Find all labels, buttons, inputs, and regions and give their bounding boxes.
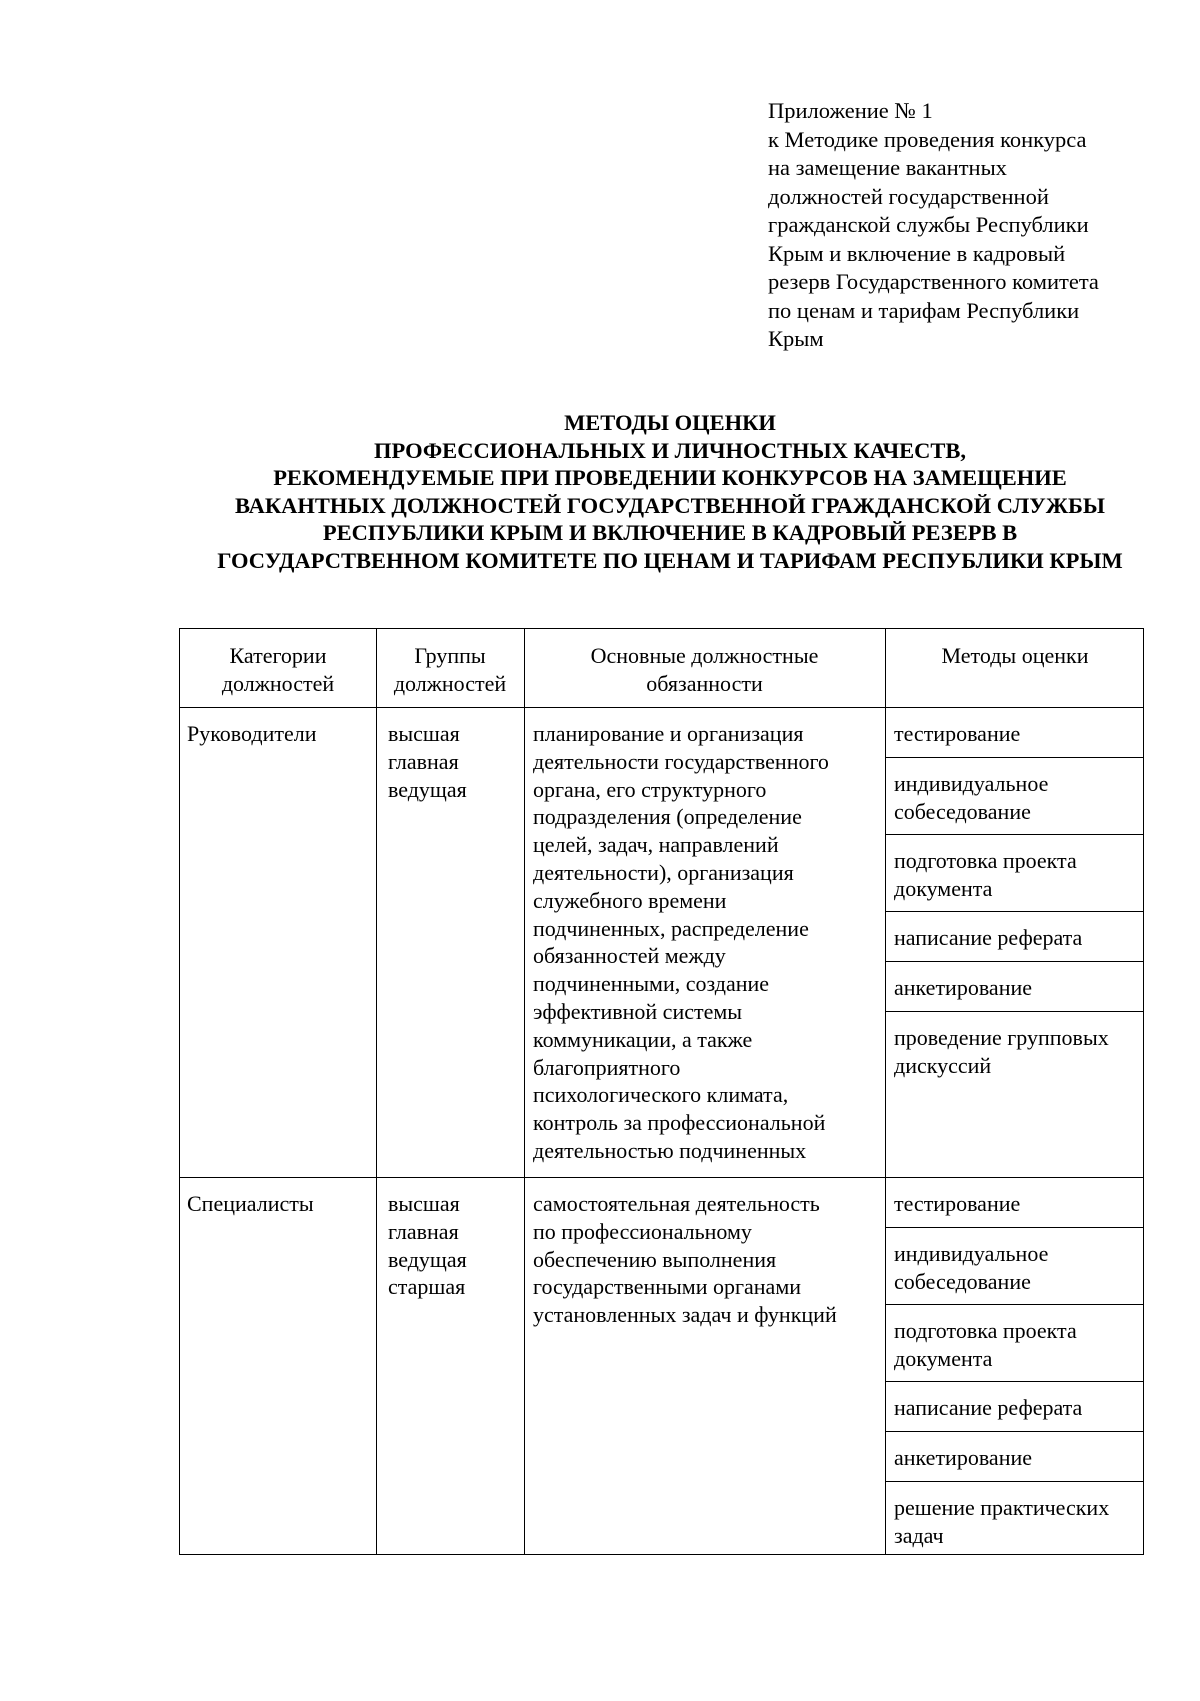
method-cell: тестирование [894, 721, 1021, 746]
appendix-line: к Методике проведения конкурса [768, 126, 1087, 152]
method-cell: подготовка проекта документа [894, 1318, 1077, 1371]
appendix-line: гражданской службы Республики [768, 212, 1089, 237]
method-divider [885, 757, 1143, 758]
header-divider [180, 707, 1143, 708]
document-title [0, 409, 1200, 574]
groups-cell: высшая главная ведущая [388, 721, 467, 802]
header-groups: Группы должностей [393, 643, 507, 696]
title-line: РЕКОМЕНДУЕМЫЕ ПРИ ПРОВЕДЕНИИ КОНКУРСОВ НА ЗАМЕЩЕНИЕ [273, 465, 1067, 490]
method-divider [885, 1381, 1143, 1382]
title-line: ВАКАНТНЫХ ДОЛЖНОСТЕЙ ГОСУДАРСТВЕННОЙ ГРАЖДАНСКОЙ СЛУЖБЫ [234, 492, 1105, 518]
method-divider [885, 1481, 1143, 1482]
method-cell: тестирование [894, 1191, 1021, 1216]
method-cell: индивидуальное собеседование [894, 771, 1049, 824]
method-divider [885, 1304, 1143, 1305]
method-divider [885, 834, 1143, 835]
method-divider [885, 911, 1143, 912]
title-line: ПРОФЕССИОНАЛЬНЫХ И ЛИЧНОСТНЫХ КАЧЕСТВ, [373, 437, 967, 463]
appendix-line: Крым [768, 326, 824, 351]
column-divider [885, 629, 886, 1554]
appendix-line: Приложение № 1 [768, 98, 933, 123]
column-divider [524, 629, 525, 1554]
appendix-line: резерв Государственного комитета [768, 269, 1099, 294]
method-cell: написание реферата [894, 925, 1083, 950]
appendix-note [768, 97, 1168, 354]
method-cell: решение практических задач [894, 1495, 1110, 1548]
appendix-line: на замещение вакантных [768, 155, 1007, 180]
title-line: МЕТОДЫ ОЦЕНКИ [564, 410, 776, 435]
category-cell: Специалисты [187, 1191, 314, 1216]
category-cell: Руководители [187, 721, 317, 746]
method-cell: подготовка проекта документа [894, 848, 1077, 901]
appendix-line: по ценам и тарифам Республики [768, 297, 1080, 323]
column-divider [376, 629, 377, 1554]
method-cell: проведение групповых дискуссий [894, 1025, 1109, 1078]
method-divider [885, 961, 1143, 962]
groups-cell: высшая главная ведущая старшая [388, 1191, 467, 1300]
method-cell: анкетирование [894, 1445, 1033, 1470]
method-divider [885, 1011, 1143, 1012]
method-divider [885, 1227, 1143, 1228]
header-duties: Основные должностные обязанности [590, 643, 819, 696]
title-line: РЕСПУБЛИКИ КРЫМ И ВКЛЮЧЕНИЕ В КАДРОВЫЙ РЕЗЕРВ В [322, 520, 1018, 545]
header-methods: Методы оценки [941, 643, 1089, 668]
header-category: Категории должностей [221, 643, 335, 696]
methods-table [179, 628, 1144, 1555]
title-line: ГОСУДАРСТВЕННОМ КОМИТЕТЕ ПО ЦЕНАМ И ТАРИФАМ РЕСПУБЛИКИ КРЫМ [217, 547, 1123, 573]
method-cell: анкетирование [894, 975, 1033, 1000]
method-cell: индивидуальное собеседование [894, 1241, 1049, 1294]
duties-cell: самостоятельная деятельность по профессиональному обеспечению выполнения государственными органами установленных задач и функций [533, 1191, 837, 1328]
row-divider [180, 1177, 1143, 1178]
duties-cell: планирование и организация деятельности государственного органа, его структурного подразделения (определение целей, задач, направлений деятельности), организация служебного времени подчиненных, распределение обязанностей между подчиненными, создание эффективной системы коммуникации, а также благоприятного психологического климата, контроль за профессиональной деятельностью подчиненных [533, 721, 829, 1163]
appendix-line: Крым и включение в кадровый [768, 240, 1066, 266]
appendix-line: должностей государственной [768, 183, 1049, 209]
method-cell: написание реферата [894, 1395, 1083, 1420]
method-divider [885, 1431, 1143, 1432]
